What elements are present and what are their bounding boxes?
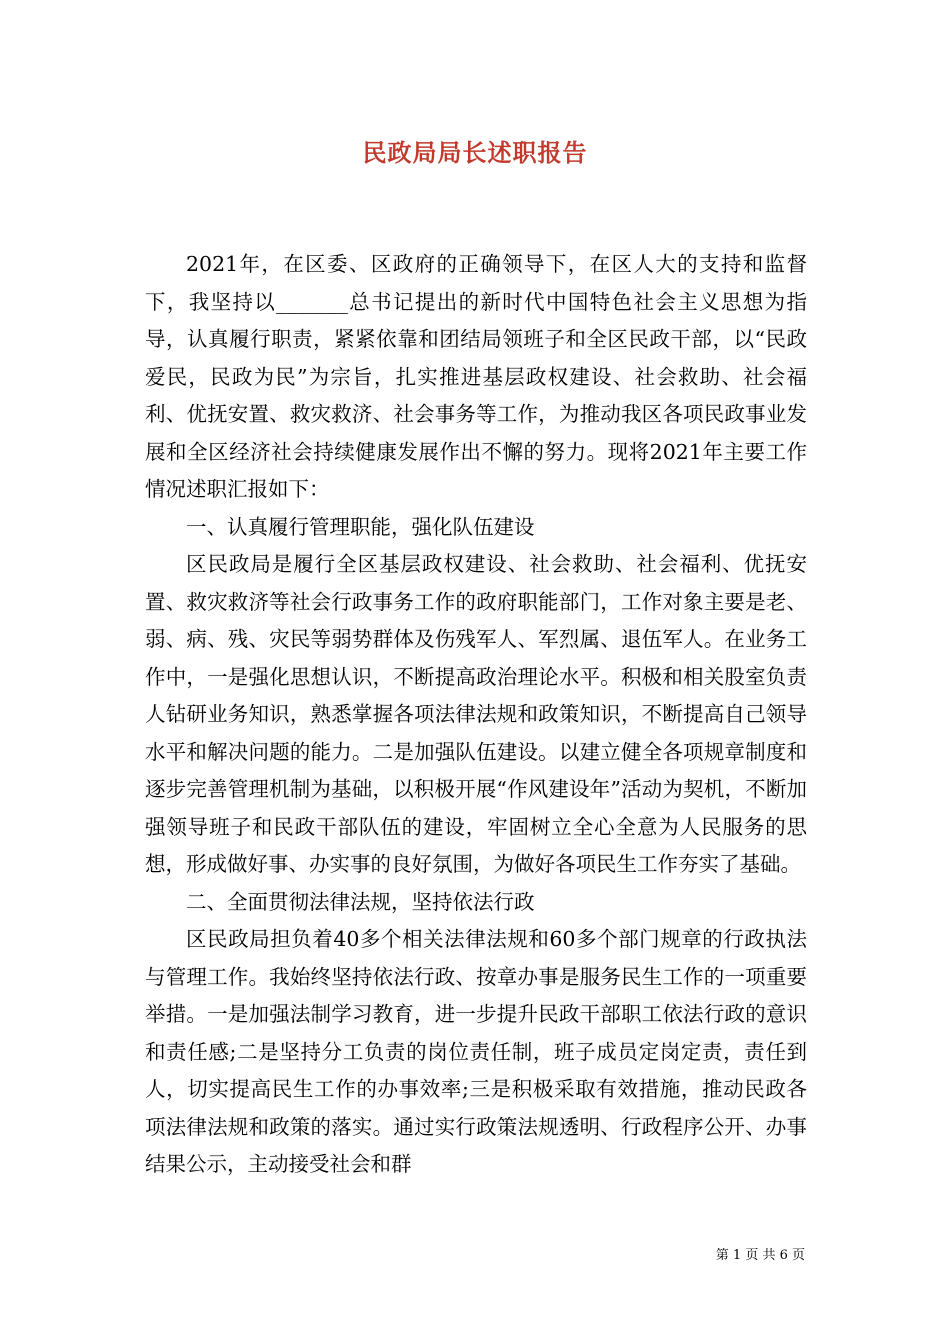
page-number-footer: 第 1 页 共 6 页 bbox=[715, 1248, 805, 1263]
document-title: 民政局局长述职报告 bbox=[362, 138, 588, 167]
document-body bbox=[145, 246, 807, 1184]
paragraph-section-1: 区民政局是履行全区基层政权建设、社会救助、社会福利、优抚安置、救灾救济等社会行政事务工作的政府职能部门，工作对象主要是老、弱、病、残、灾民等弱势群体及伤残军人、军烈属、退伍军人。在业务工作中，一是强化思想认识，不断提高政治理论水平。积极和相关股室负责人钻研业务知识，熟悉掌握各项法律法规和政策知识，不断提高自己领导水平和解决问题的能力。二是加强队伍建设。以建立健全各项规章制度和逐步完善管理机制为基础，以积极开展“作风建设年”活动为契机，不断加强领导班子和民政干部队伍的建设，牢固树立全心全意为人民服务的思想，形成做好事、办实事的良好氛围，为做好各项民生工作夯实了基础。 bbox=[145, 552, 807, 876]
paragraph-section-2: 区民政局担负着40多个相关法律法规和60多个部门规章的行政执法与管理工作。我始终坚持依法行政、按章办事是服务民生工作的一项重要举措。一是加强法制学习教育，进一步提升民政干部职工依法行政的意识和责任感;二是坚持分工负责的岗位责任制，班子成员定岗定责，责任到人，切实提高民生工作的办事效率;三是积极采取有效措施，推动民政各项法律法规和政策的落实。通过实行政策法规透明、行政程序公开、办事结果公示，主动接受社会和群 bbox=[145, 927, 807, 1176]
section-heading-1: 一、认真履行管理职能，强化队伍建设 bbox=[186, 514, 535, 539]
section-heading-2: 二、全面贯彻法律法规，坚持依法行政 bbox=[186, 889, 535, 914]
paragraph-intro: 2021年，在区委、区政府的正确领导下，在区人大的支持和监督下，我坚持以_______总书记提出的新时代中国特色社会主义思想为指导，认真履行职责，紧紧依靠和团结局领班子和全区民政干部，以“民政爱民，民政为民”为宗旨，扎实推进基层政权建设、社会救助、社会福利、优抚安置、救灾救济、社会事务等工作，为推动我区各项民政事业发展和全区经济社会持续健康发展作出不懈的努力。现将2021年主要工作情况述职汇报如下： bbox=[145, 252, 807, 501]
